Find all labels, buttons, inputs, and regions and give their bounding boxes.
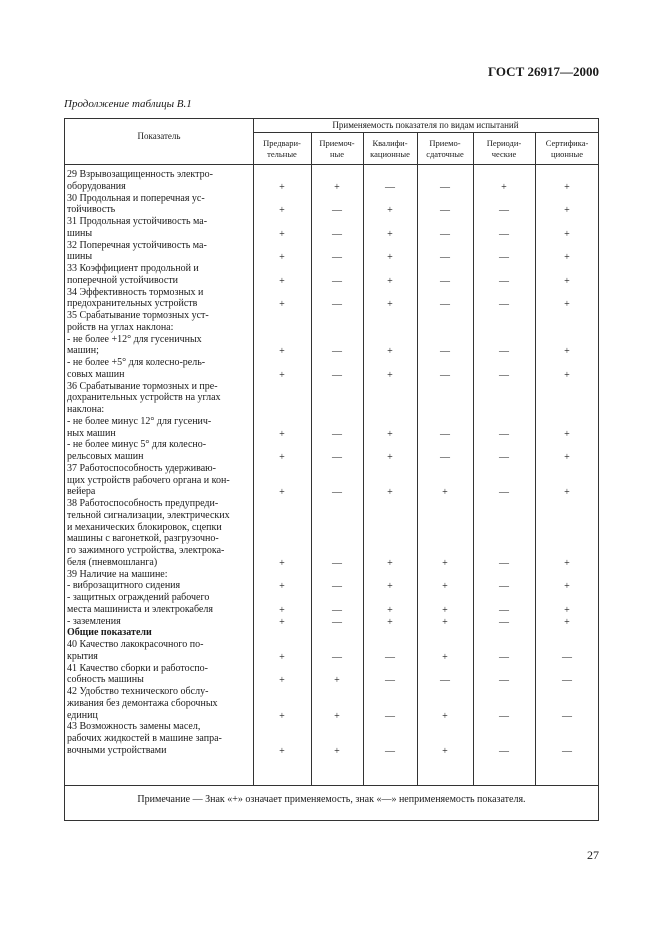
- applicability-mark: —: [499, 675, 509, 687]
- applicability-mark: +: [387, 299, 393, 311]
- applicability-mark: —: [332, 557, 342, 569]
- indicator-text-line: 31 Продольная устойчивость ма-: [67, 216, 208, 227]
- applicability-mark: —: [332, 428, 342, 440]
- indicator-text-line: собность машины: [67, 674, 144, 686]
- column-header-delivery: Приемо- сдаточные: [426, 138, 464, 159]
- applicability-mark: +: [564, 369, 570, 381]
- applicability-mark: +: [564, 346, 570, 358]
- indicator-text-line: вейера: [67, 486, 96, 498]
- column-header-acceptance: Приемоч- ные: [319, 138, 355, 159]
- indicator-text-line: - не более +5° для колесно-рель-: [67, 357, 206, 368]
- indicator-text-line: 29 Взрывозащищенность электро-: [67, 169, 213, 180]
- applicability-mark: —: [440, 452, 450, 463]
- applicability-mark: —: [499, 252, 509, 264]
- applicability-mark: —: [332, 616, 342, 628]
- applicability-mark: —: [562, 675, 572, 687]
- indicator-text-line: 39 Наличие на машине:: [67, 568, 168, 580]
- applicability-mark: —: [332, 369, 342, 381]
- applicability-mark: +: [564, 299, 570, 311]
- applicability-mark: +: [387, 205, 393, 217]
- applicability-mark: —: [385, 651, 395, 663]
- column-header-preliminary: Предвари- тельные: [263, 138, 301, 159]
- indicator-text-line: 43 Возможность замены масел,: [67, 721, 201, 733]
- applicability-mark: +: [387, 228, 393, 240]
- applicability-mark: —: [332, 487, 342, 499]
- indicator-text-line: ройств на углах наклона:: [67, 321, 174, 333]
- document-code: ГОСТ 26917—2000: [487, 64, 599, 79]
- section-heading: Общие показатели: [67, 627, 152, 639]
- col-divider: [417, 133, 418, 785]
- applicability-mark: +: [279, 616, 285, 628]
- indicator-text-line: 38 Работоспособность предупреди-: [67, 498, 219, 509]
- applicability-mark: —: [332, 299, 342, 311]
- applicability-mark: +: [279, 710, 285, 722]
- applicability-table: [64, 118, 599, 821]
- applicability-mark: —: [332, 452, 342, 463]
- col-divider: [535, 133, 536, 785]
- applicability-mark: +: [279, 675, 285, 687]
- indicator-text-line: дохранительных устройств на углах: [67, 392, 221, 404]
- applicability-mark: +: [442, 557, 448, 569]
- applicability-mark: —: [332, 275, 342, 287]
- indicator-text-line: совых машин: [67, 368, 125, 380]
- applicability-mark: —: [499, 616, 509, 628]
- applicability-mark: —: [499, 651, 509, 663]
- applicability-mark: —: [562, 651, 572, 663]
- indicator-text-line: единиц: [67, 709, 98, 721]
- applicability-mark: +: [387, 581, 393, 593]
- applicability-mark: +: [387, 369, 393, 381]
- indicator-text-line: го зажимного устройства, электрока-: [67, 545, 225, 556]
- applicability-mark: +: [387, 604, 393, 616]
- indicator-text-line: 33 Коэффициент продольной и: [67, 263, 199, 274]
- applicability-mark: —: [332, 252, 342, 264]
- applicability-mark: —: [499, 228, 509, 240]
- indicator-text-line: вочными устройствами: [67, 744, 167, 756]
- indicator-text-line: 36 Срабатывание тормозных и пре-: [67, 380, 218, 392]
- applicability-mark: —: [332, 228, 342, 240]
- applicability-mark: —: [440, 675, 450, 687]
- indicator-text-line: 40 Качество лакокрасочного по-: [67, 639, 204, 650]
- applicability-mark: —: [332, 581, 342, 593]
- indicator-text-line: рельсовых машин: [67, 451, 144, 462]
- applicability-mark: +: [564, 604, 570, 616]
- applicability-mark: —: [385, 675, 395, 687]
- applicability-mark: —: [440, 181, 450, 193]
- indicator-text-line: 42 Удобство технического обслу-: [67, 686, 209, 697]
- applicability-mark: +: [564, 205, 570, 217]
- indicator-text-line: щих устройств рабочего органа и кон-: [67, 474, 230, 486]
- indicator-text-line: живания без демонтажа сборочных: [67, 697, 218, 709]
- applicability-mark: —: [440, 369, 450, 381]
- applicability-mark: +: [387, 428, 393, 440]
- applicability-mark: —: [499, 452, 509, 463]
- applicability-mark: +: [564, 487, 570, 499]
- column-header-certification: Сертифика- ционные: [545, 138, 589, 159]
- applicability-mark: +: [279, 346, 285, 358]
- applicability-mark: —: [440, 275, 450, 287]
- applicability-mark: +: [564, 557, 570, 569]
- applicability-mark: +: [279, 487, 285, 499]
- applicability-mark: +: [564, 252, 570, 264]
- indicator-text-line: 41 Качество сборки и работоспо-: [67, 662, 208, 674]
- applicability-mark: +: [564, 428, 570, 440]
- applicability-mark: —: [385, 745, 395, 757]
- col-divider: [473, 133, 474, 785]
- applicability-mark: +: [334, 745, 340, 757]
- indicator-text-line: - защитных ограждений рабочего: [67, 592, 210, 603]
- applicability-mark: —: [562, 710, 572, 722]
- applicability-mark: —: [332, 346, 342, 358]
- indicator-text-line: - не более минус 5° для колесно-: [67, 439, 207, 451]
- test-types-group-header: Применяемость показателя по видам испытаний: [332, 120, 519, 130]
- page-number: 27: [587, 848, 599, 862]
- col-divider-main: [253, 119, 254, 785]
- group-header-underline: [253, 132, 598, 133]
- applicability-mark: —: [562, 745, 572, 757]
- indicator-text-line: машины с вагонеткой, разгрузочно-: [67, 533, 219, 545]
- applicability-mark: +: [564, 181, 570, 193]
- indicator-text-line: 35 Срабатывание тормозных уст-: [67, 310, 209, 321]
- indicator-text-line: тельной сигнализации, электрических: [67, 509, 230, 521]
- applicability-mark: +: [279, 604, 285, 616]
- indicator-text-line: места машиниста и электрокабеля: [67, 603, 213, 615]
- applicability-mark: +: [442, 487, 448, 499]
- applicability-mark: +: [334, 181, 340, 193]
- applicability-mark: +: [279, 299, 285, 311]
- col-divider: [363, 133, 364, 785]
- applicability-mark: —: [332, 604, 342, 616]
- applicability-mark: —: [499, 428, 509, 440]
- applicability-mark: +: [387, 452, 393, 463]
- applicability-mark: —: [440, 252, 450, 264]
- applicability-mark: —: [499, 369, 509, 381]
- applicability-mark: +: [387, 557, 393, 569]
- applicability-mark: —: [440, 205, 450, 217]
- applicability-mark: —: [499, 604, 509, 616]
- header-bottom-line: [65, 164, 598, 165]
- indicator-text-line: тойчивость: [67, 204, 116, 216]
- indicator-text-line: оборудования: [67, 180, 126, 192]
- applicability-mark: +: [334, 710, 340, 722]
- applicability-mark: —: [499, 346, 509, 358]
- applicability-mark: +: [279, 205, 285, 217]
- indicator-text-line: 37 Работоспособность удерживаю-: [67, 462, 216, 474]
- applicability-mark: +: [442, 745, 448, 757]
- applicability-mark: —: [440, 228, 450, 240]
- indicator-text-line: наклона:: [67, 404, 105, 415]
- column-header-periodic: Периоди- ческие: [486, 138, 522, 159]
- applicability-mark: +: [442, 651, 448, 663]
- applicability-mark: +: [279, 651, 285, 663]
- applicability-mark: +: [279, 557, 285, 569]
- indicator-text-line: 32 Поперечная устойчивость ма-: [67, 239, 207, 251]
- indicator-text-line: рабочих жидкостей в машине запра-: [67, 733, 222, 744]
- applicability-mark: —: [440, 299, 450, 311]
- applicability-mark: +: [279, 452, 285, 463]
- applicability-mark: +: [564, 581, 570, 593]
- applicability-mark: —: [499, 581, 509, 593]
- applicability-mark: —: [499, 745, 509, 757]
- column-header-qualification: Квалифи- кационные: [370, 138, 410, 159]
- applicability-mark: —: [499, 275, 509, 287]
- applicability-mark: +: [442, 604, 448, 616]
- applicability-mark: +: [442, 710, 448, 722]
- applicability-mark: +: [564, 452, 570, 463]
- indicator-text-line: и механических блокировок, сцепки: [67, 521, 222, 533]
- applicability-mark: +: [279, 745, 285, 757]
- applicability-mark: —: [385, 181, 395, 193]
- indicator-text-line: ных машин: [67, 427, 116, 439]
- applicability-mark: +: [279, 275, 285, 287]
- indicator-text-line: 30 Продольная и поперечная ус-: [67, 192, 205, 204]
- applicability-mark: +: [279, 581, 285, 593]
- applicability-mark: —: [499, 299, 509, 311]
- applicability-mark: +: [501, 181, 507, 193]
- applicability-mark: +: [279, 181, 285, 193]
- indicator-text-line: предохранительных устройств: [67, 298, 198, 310]
- indicator-text-line: - не более минус 12° для гусенич-: [67, 415, 212, 427]
- note-separator-line: [65, 785, 598, 786]
- applicability-mark: —: [332, 205, 342, 217]
- table-continuation-caption: Продолжение таблицы В.1: [64, 98, 192, 110]
- applicability-mark: +: [442, 616, 448, 628]
- indicator-text-line: - заземления: [67, 615, 121, 627]
- indicator-text-line: поперечной устойчивости: [67, 274, 179, 286]
- applicability-mark: —: [499, 487, 509, 499]
- applicability-mark: +: [564, 228, 570, 240]
- applicability-mark: —: [499, 710, 509, 722]
- applicability-mark: —: [499, 205, 509, 217]
- applicability-mark: +: [387, 616, 393, 628]
- applicability-mark: +: [564, 616, 570, 628]
- applicability-mark: —: [440, 346, 450, 358]
- indicator-text-line: шины: [67, 227, 93, 239]
- applicability-mark: +: [279, 369, 285, 381]
- applicability-mark: —: [499, 557, 509, 569]
- applicability-mark: —: [440, 428, 450, 440]
- col-divider: [311, 133, 312, 785]
- indicator-text-line: крытия: [67, 650, 98, 662]
- indicator-text-line: - виброзащитного сидения: [67, 580, 181, 592]
- applicability-mark: +: [387, 275, 393, 287]
- applicability-mark: +: [387, 487, 393, 499]
- applicability-mark: +: [387, 346, 393, 358]
- applicability-mark: +: [279, 228, 285, 240]
- applicability-mark: +: [334, 675, 340, 687]
- applicability-mark: +: [387, 252, 393, 264]
- indicator-text-line: шины: [67, 251, 93, 263]
- applicability-mark: +: [564, 275, 570, 287]
- applicability-mark: +: [279, 252, 285, 264]
- indicator-text-line: беля (пневмошланга): [67, 556, 158, 568]
- table-note: Примечание — Знак «+» означает применяемость, знак «—» неприменяемость показателя.: [137, 794, 526, 805]
- indicator-text-line: - не более +12° для гусеничных: [67, 333, 202, 345]
- indicator-text-line: 34 Эффективность тормозных и: [67, 286, 204, 298]
- applicability-mark: —: [332, 651, 342, 663]
- applicability-mark: +: [279, 428, 285, 440]
- applicability-mark: —: [385, 710, 395, 722]
- applicability-mark: +: [442, 581, 448, 593]
- param-column-header: Показатель: [137, 131, 181, 141]
- indicator-text-line: машин;: [67, 345, 99, 357]
